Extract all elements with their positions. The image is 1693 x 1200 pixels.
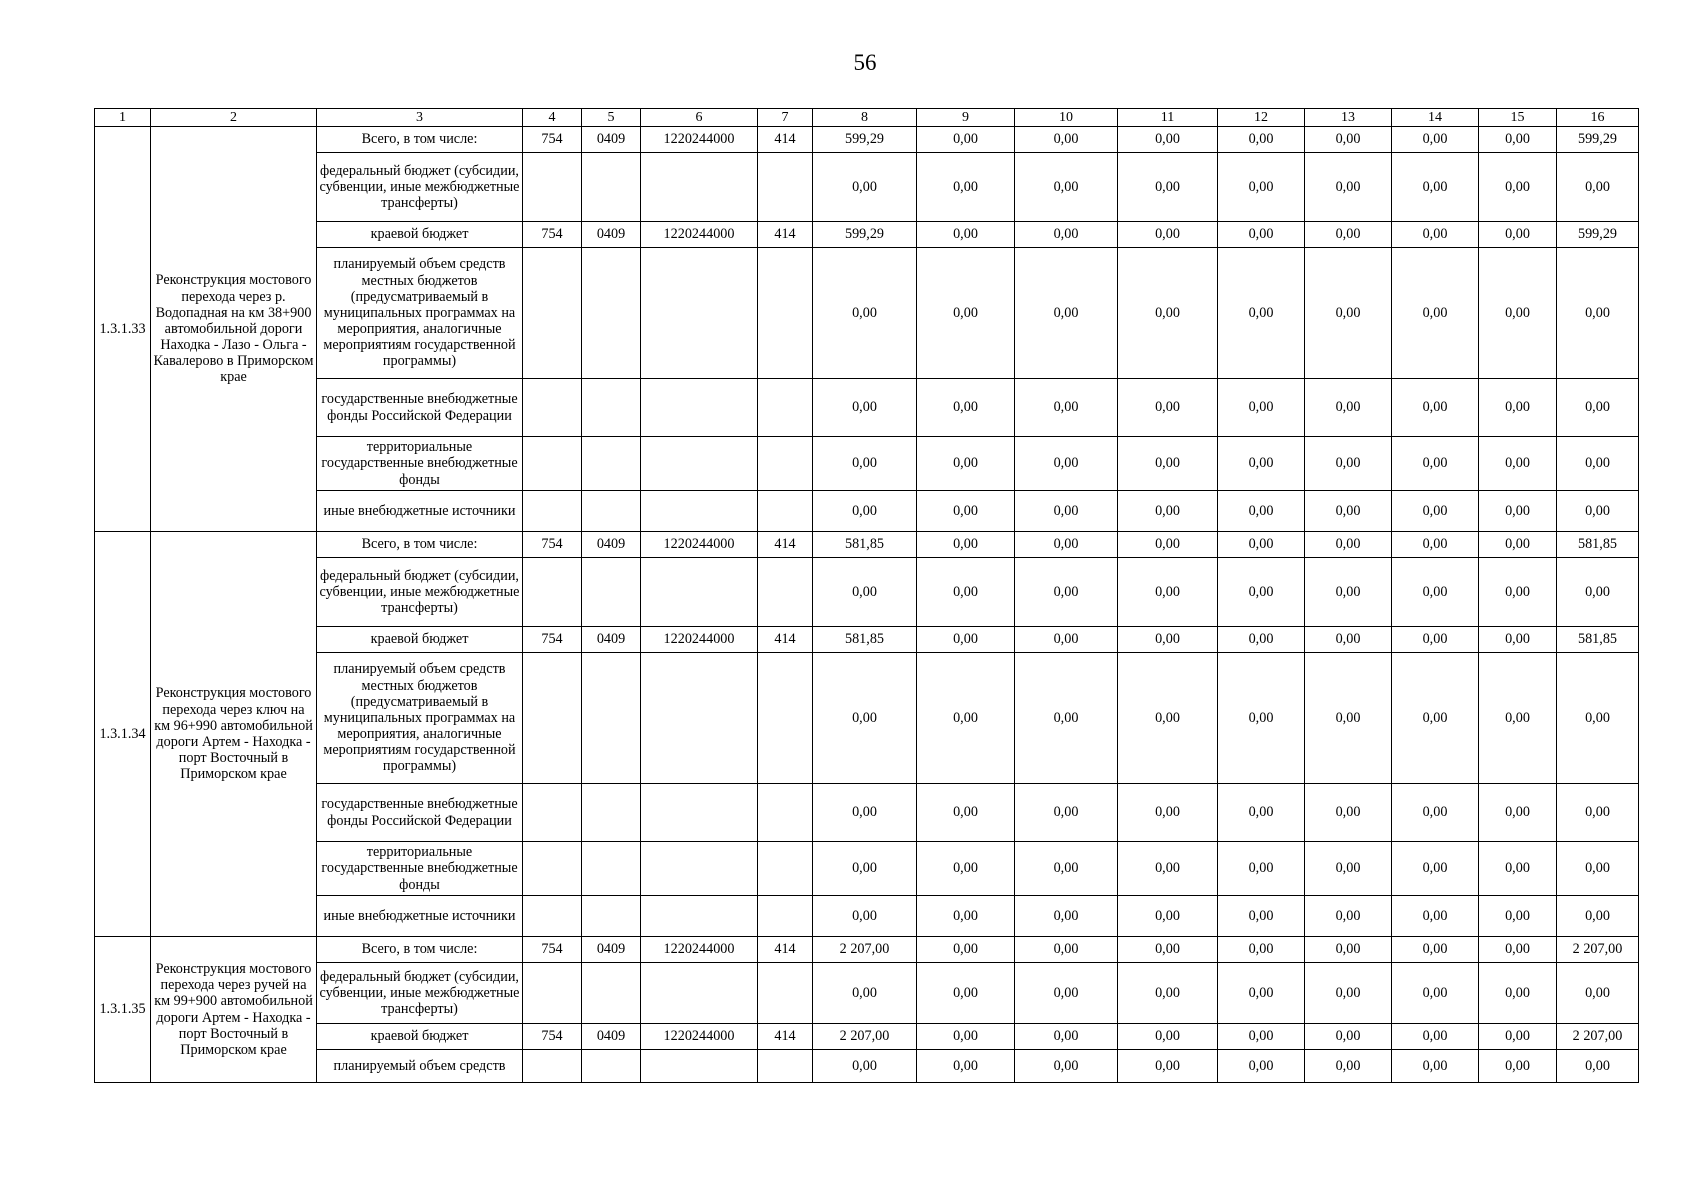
amount-cell: 0,00 xyxy=(1305,248,1392,379)
amount-cell: 0,00 xyxy=(1557,379,1639,437)
amount-cell: 0,00 xyxy=(1305,627,1392,653)
table-row xyxy=(95,963,1639,1024)
amount-cell: 2 207,00 xyxy=(1557,937,1639,963)
budget-code-c4 xyxy=(523,248,582,379)
amount-cell: 0,00 xyxy=(813,437,917,491)
amount-cell: 0,00 xyxy=(813,1050,917,1083)
amount-cell: 0,00 xyxy=(1118,153,1218,222)
budget-code-c4 xyxy=(523,558,582,627)
amount-cell: 0,00 xyxy=(1305,784,1392,842)
amount-cell: 0,00 xyxy=(813,896,917,937)
funding-source: Всего, в том числе: xyxy=(317,532,523,558)
column-header-8: 8 xyxy=(813,109,917,127)
amount-cell: 0,00 xyxy=(1392,558,1479,627)
budget-code-c4 xyxy=(523,963,582,1024)
amount-cell: 0,00 xyxy=(1305,379,1392,437)
budget-code-c7 xyxy=(758,1050,813,1083)
amount-cell: 0,00 xyxy=(1218,842,1305,896)
amount-cell: 0,00 xyxy=(1015,1024,1118,1050)
project-code: 1.3.1.33 xyxy=(95,127,151,532)
budget-code-c7 xyxy=(758,842,813,896)
amount-cell: 0,00 xyxy=(1557,963,1639,1024)
funding-source: планируемый объем средств xyxy=(317,1050,523,1083)
table-row xyxy=(95,127,1639,153)
amount-cell: 0,00 xyxy=(1015,784,1118,842)
budget-code-c5 xyxy=(582,437,641,491)
amount-cell: 0,00 xyxy=(1015,963,1118,1024)
budget-code-c5 xyxy=(582,248,641,379)
amount-cell: 0,00 xyxy=(813,653,917,784)
amount-cell: 0,00 xyxy=(813,842,917,896)
amount-cell: 0,00 xyxy=(1305,653,1392,784)
amount-cell: 0,00 xyxy=(1118,784,1218,842)
budget-code-c5 xyxy=(582,491,641,532)
amount-cell: 0,00 xyxy=(1305,491,1392,532)
funding-source: краевой бюджет xyxy=(317,627,523,653)
funding-source: федеральный бюджет (субсидии, субвенции, иные межбюджетные трансферты) xyxy=(317,558,523,627)
amount-cell: 0,00 xyxy=(1392,937,1479,963)
amount-cell: 0,00 xyxy=(1305,558,1392,627)
amount-cell: 0,00 xyxy=(1479,937,1557,963)
amount-cell: 0,00 xyxy=(917,1050,1015,1083)
funding-source: Всего, в том числе: xyxy=(317,127,523,153)
amount-cell: 0,00 xyxy=(1015,842,1118,896)
amount-cell: 0,00 xyxy=(917,937,1015,963)
budget-code-c4 xyxy=(523,153,582,222)
column-header-12: 12 xyxy=(1218,109,1305,127)
amount-cell: 581,85 xyxy=(1557,627,1639,653)
amount-cell: 0,00 xyxy=(1015,627,1118,653)
budget-code-c7: 414 xyxy=(758,627,813,653)
budget-code-c5 xyxy=(582,784,641,842)
amount-cell: 2 207,00 xyxy=(1557,1024,1639,1050)
budget-code-c5 xyxy=(582,153,641,222)
table-row xyxy=(95,379,1639,437)
budget-code-c6: 1220244000 xyxy=(641,627,758,653)
amount-cell: 0,00 xyxy=(1118,963,1218,1024)
column-header-9: 9 xyxy=(917,109,1015,127)
project-code: 1.3.1.34 xyxy=(95,532,151,937)
budget-code-c7: 414 xyxy=(758,937,813,963)
amount-cell: 0,00 xyxy=(917,153,1015,222)
amount-cell: 0,00 xyxy=(1118,937,1218,963)
amount-cell: 0,00 xyxy=(1392,963,1479,1024)
amount-cell: 581,85 xyxy=(813,627,917,653)
budget-code-c7: 414 xyxy=(758,222,813,248)
amount-cell: 0,00 xyxy=(1479,963,1557,1024)
amount-cell: 0,00 xyxy=(1479,558,1557,627)
amount-cell: 0,00 xyxy=(1218,379,1305,437)
amount-cell: 0,00 xyxy=(1218,784,1305,842)
budget-code-c6: 1220244000 xyxy=(641,937,758,963)
budget-code-c4 xyxy=(523,379,582,437)
amount-cell: 0,00 xyxy=(917,1024,1015,1050)
budget-code-c4 xyxy=(523,842,582,896)
amount-cell: 0,00 xyxy=(1015,653,1118,784)
amount-cell: 0,00 xyxy=(1557,153,1639,222)
amount-cell: 0,00 xyxy=(1218,222,1305,248)
amount-cell: 0,00 xyxy=(813,558,917,627)
amount-cell: 0,00 xyxy=(917,248,1015,379)
amount-cell: 0,00 xyxy=(1015,379,1118,437)
amount-cell: 0,00 xyxy=(1218,896,1305,937)
amount-cell: 0,00 xyxy=(1479,248,1557,379)
budget-code-c7 xyxy=(758,248,813,379)
funding-source: планируемый объем средств местных бюджетов (предусматриваемый в муниципальных программах на мероприятия, аналогичные мероприятиям государственной программы) xyxy=(317,653,523,784)
column-header-6: 6 xyxy=(641,109,758,127)
amount-cell: 0,00 xyxy=(1118,532,1218,558)
funding-source: краевой бюджет xyxy=(317,222,523,248)
amount-cell: 0,00 xyxy=(1479,627,1557,653)
amount-cell: 0,00 xyxy=(1392,222,1479,248)
amount-cell: 0,00 xyxy=(917,437,1015,491)
amount-cell: 0,00 xyxy=(813,153,917,222)
column-header-16: 16 xyxy=(1557,109,1639,127)
amount-cell: 2 207,00 xyxy=(813,937,917,963)
amount-cell: 0,00 xyxy=(1015,153,1118,222)
amount-cell: 0,00 xyxy=(917,627,1015,653)
column-header-3: 3 xyxy=(317,109,523,127)
amount-cell: 0,00 xyxy=(1479,222,1557,248)
amount-cell: 0,00 xyxy=(1479,379,1557,437)
amount-cell: 0,00 xyxy=(1015,437,1118,491)
amount-cell: 0,00 xyxy=(1118,248,1218,379)
amount-cell: 0,00 xyxy=(813,379,917,437)
amount-cell: 0,00 xyxy=(1015,532,1118,558)
budget-code-c6 xyxy=(641,248,758,379)
amount-cell: 0,00 xyxy=(1118,379,1218,437)
budget-code-c7 xyxy=(758,653,813,784)
amount-cell: 0,00 xyxy=(1218,491,1305,532)
amount-cell: 0,00 xyxy=(813,491,917,532)
amount-cell: 0,00 xyxy=(1218,1024,1305,1050)
amount-cell: 0,00 xyxy=(917,532,1015,558)
table-row xyxy=(95,784,1639,842)
budget-code-c6 xyxy=(641,1050,758,1083)
amount-cell: 0,00 xyxy=(813,248,917,379)
amount-cell: 0,00 xyxy=(1479,127,1557,153)
amount-cell: 0,00 xyxy=(1479,653,1557,784)
budget-code-c7 xyxy=(758,558,813,627)
column-header-5: 5 xyxy=(582,109,641,127)
amount-cell: 599,29 xyxy=(813,127,917,153)
amount-cell: 0,00 xyxy=(917,842,1015,896)
amount-cell: 0,00 xyxy=(1479,896,1557,937)
amount-cell: 581,85 xyxy=(1557,532,1639,558)
funding-source: краевой бюджет xyxy=(317,1024,523,1050)
budget-code-c5: 0409 xyxy=(582,937,641,963)
budget-code-c7 xyxy=(758,896,813,937)
table-row xyxy=(95,937,1639,963)
amount-cell: 0,00 xyxy=(1479,153,1557,222)
amount-cell: 0,00 xyxy=(1557,437,1639,491)
budget-code-c4: 754 xyxy=(523,222,582,248)
budget-code-c4: 754 xyxy=(523,532,582,558)
amount-cell: 0,00 xyxy=(1218,437,1305,491)
table-row xyxy=(95,842,1639,896)
budget-code-c7 xyxy=(758,784,813,842)
column-header-13: 13 xyxy=(1305,109,1392,127)
amount-cell: 0,00 xyxy=(1218,963,1305,1024)
amount-cell: 0,00 xyxy=(917,379,1015,437)
table-row xyxy=(95,248,1639,379)
budget-code-c4: 754 xyxy=(523,627,582,653)
table-row xyxy=(95,558,1639,627)
amount-cell: 0,00 xyxy=(917,784,1015,842)
column-header-7: 7 xyxy=(758,109,813,127)
amount-cell: 0,00 xyxy=(917,896,1015,937)
header-row xyxy=(95,109,1639,127)
amount-cell: 0,00 xyxy=(1015,491,1118,532)
amount-cell: 0,00 xyxy=(1557,491,1639,532)
amount-cell: 0,00 xyxy=(1118,627,1218,653)
amount-cell: 0,00 xyxy=(917,558,1015,627)
budget-code-c4: 754 xyxy=(523,1024,582,1050)
amount-cell: 0,00 xyxy=(1479,1024,1557,1050)
column-header-4: 4 xyxy=(523,109,582,127)
budget-code-c6 xyxy=(641,379,758,437)
amount-cell: 0,00 xyxy=(1118,127,1218,153)
budget-code-c7: 414 xyxy=(758,127,813,153)
table-row xyxy=(95,896,1639,937)
amount-cell: 0,00 xyxy=(917,653,1015,784)
amount-cell: 0,00 xyxy=(1305,896,1392,937)
funding-source: Всего, в том числе: xyxy=(317,937,523,963)
column-header-1: 1 xyxy=(95,109,151,127)
table-row xyxy=(95,532,1639,558)
budget-code-c5: 0409 xyxy=(582,1024,641,1050)
amount-cell: 0,00 xyxy=(1392,379,1479,437)
amount-cell: 0,00 xyxy=(917,127,1015,153)
amount-cell: 0,00 xyxy=(917,963,1015,1024)
project-name: Реконструкция мостового перехода через ключ на км 96+990 автомобильной дороги Артем - Находка - порт Восточный в Приморском крае xyxy=(151,532,317,937)
amount-cell: 0,00 xyxy=(1392,784,1479,842)
amount-cell: 0,00 xyxy=(1392,248,1479,379)
table-row xyxy=(95,437,1639,491)
amount-cell: 0,00 xyxy=(1218,248,1305,379)
amount-cell: 0,00 xyxy=(1218,153,1305,222)
amount-cell: 0,00 xyxy=(1218,127,1305,153)
amount-cell: 0,00 xyxy=(1557,558,1639,627)
amount-cell: 599,29 xyxy=(1557,222,1639,248)
amount-cell: 0,00 xyxy=(1479,491,1557,532)
amount-cell: 0,00 xyxy=(1015,937,1118,963)
amount-cell: 0,00 xyxy=(1305,153,1392,222)
funding-source: государственные внебюджетные фонды Российской Федерации xyxy=(317,784,523,842)
budget-code-c4 xyxy=(523,491,582,532)
amount-cell: 0,00 xyxy=(1218,1050,1305,1083)
amount-cell: 581,85 xyxy=(813,532,917,558)
budget-code-c6 xyxy=(641,842,758,896)
budget-code-c5 xyxy=(582,963,641,1024)
amount-cell: 0,00 xyxy=(1218,532,1305,558)
budget-code-c5: 0409 xyxy=(582,127,641,153)
budget-code-c5: 0409 xyxy=(582,627,641,653)
budget-code-c5 xyxy=(582,379,641,437)
column-header-11: 11 xyxy=(1118,109,1218,127)
amount-cell: 0,00 xyxy=(1305,1050,1392,1083)
amount-cell: 0,00 xyxy=(1557,784,1639,842)
amount-cell: 0,00 xyxy=(1118,896,1218,937)
amount-cell: 0,00 xyxy=(1392,842,1479,896)
table-row xyxy=(95,1024,1639,1050)
amount-cell: 0,00 xyxy=(813,963,917,1024)
amount-cell: 0,00 xyxy=(1479,842,1557,896)
amount-cell: 0,00 xyxy=(1305,127,1392,153)
budget-code-c4 xyxy=(523,1050,582,1083)
budget-code-c4 xyxy=(523,653,582,784)
amount-cell: 0,00 xyxy=(1557,896,1639,937)
amount-cell: 0,00 xyxy=(1218,653,1305,784)
funding-source: федеральный бюджет (субсидии, субвенции, иные межбюджетные трансферты) xyxy=(317,963,523,1024)
amount-cell: 0,00 xyxy=(1392,1024,1479,1050)
table-row xyxy=(95,1050,1639,1083)
table-row xyxy=(95,153,1639,222)
funding-source: территориальные государственные внебюджетные фонды xyxy=(317,842,523,896)
amount-cell: 0,00 xyxy=(1118,842,1218,896)
amount-cell: 0,00 xyxy=(1118,558,1218,627)
budget-code-c7 xyxy=(758,491,813,532)
budget-code-c6 xyxy=(641,653,758,784)
amount-cell: 0,00 xyxy=(1557,1050,1639,1083)
amount-cell: 0,00 xyxy=(1557,653,1639,784)
amount-cell: 0,00 xyxy=(1118,222,1218,248)
amount-cell: 0,00 xyxy=(1479,532,1557,558)
amount-cell: 0,00 xyxy=(1479,1050,1557,1083)
amount-cell: 0,00 xyxy=(1305,937,1392,963)
amount-cell: 0,00 xyxy=(1479,784,1557,842)
budget-code-c5 xyxy=(582,653,641,784)
funding-source: федеральный бюджет (субсидии, субвенции, иные межбюджетные трансферты) xyxy=(317,153,523,222)
amount-cell: 0,00 xyxy=(1015,248,1118,379)
budget-code-c6: 1220244000 xyxy=(641,222,758,248)
amount-cell: 0,00 xyxy=(1218,937,1305,963)
amount-cell: 0,00 xyxy=(1015,896,1118,937)
amount-cell: 0,00 xyxy=(1118,437,1218,491)
budget-code-c5 xyxy=(582,842,641,896)
amount-cell: 0,00 xyxy=(1392,627,1479,653)
amount-cell: 0,00 xyxy=(1557,842,1639,896)
amount-cell: 0,00 xyxy=(1392,896,1479,937)
column-header-10: 10 xyxy=(1015,109,1118,127)
budget-code-c7 xyxy=(758,153,813,222)
table-row xyxy=(95,653,1639,784)
budget-code-c6 xyxy=(641,153,758,222)
project-code: 1.3.1.35 xyxy=(95,937,151,1083)
amount-cell: 0,00 xyxy=(1118,1050,1218,1083)
budget-code-c7 xyxy=(758,963,813,1024)
amount-cell: 0,00 xyxy=(813,784,917,842)
budget-code-c4 xyxy=(523,784,582,842)
amount-cell: 0,00 xyxy=(1305,437,1392,491)
budget-code-c7: 414 xyxy=(758,532,813,558)
budget-code-c6 xyxy=(641,784,758,842)
budget-code-c6: 1220244000 xyxy=(641,1024,758,1050)
budget-code-c6 xyxy=(641,558,758,627)
amount-cell: 0,00 xyxy=(1392,437,1479,491)
amount-cell: 0,00 xyxy=(1392,653,1479,784)
budget-code-c6 xyxy=(641,963,758,1024)
column-header-15: 15 xyxy=(1479,109,1557,127)
table-row xyxy=(95,222,1639,248)
amount-cell: 0,00 xyxy=(1392,1050,1479,1083)
budget-code-c5 xyxy=(582,558,641,627)
funding-source: планируемый объем средств местных бюджетов (предусматриваемый в муниципальных программах на мероприятия, аналогичные мероприятиям государственной программы) xyxy=(317,248,523,379)
amount-cell: 0,00 xyxy=(1015,127,1118,153)
funding-source: иные внебюджетные источники xyxy=(317,491,523,532)
budget-code-c7: 414 xyxy=(758,1024,813,1050)
amount-cell: 0,00 xyxy=(1557,248,1639,379)
amount-cell: 0,00 xyxy=(1392,153,1479,222)
amount-cell: 0,00 xyxy=(1218,627,1305,653)
amount-cell: 0,00 xyxy=(1392,491,1479,532)
funding-source: государственные внебюджетные фонды Российской Федерации xyxy=(317,379,523,437)
budget-code-c4: 754 xyxy=(523,937,582,963)
amount-cell: 0,00 xyxy=(1118,491,1218,532)
page-number: 56 xyxy=(853,50,877,75)
budget-code-c6: 1220244000 xyxy=(641,532,758,558)
funding-source: территориальные государственные внебюджетные фонды xyxy=(317,437,523,491)
amount-cell: 0,00 xyxy=(1479,437,1557,491)
budget-code-c4: 754 xyxy=(523,127,582,153)
amount-cell: 0,00 xyxy=(1392,127,1479,153)
amount-cell: 0,00 xyxy=(1305,963,1392,1024)
funding-source: иные внебюджетные источники xyxy=(317,896,523,937)
amount-cell: 2 207,00 xyxy=(813,1024,917,1050)
amount-cell: 599,29 xyxy=(1557,127,1639,153)
budget-code-c7 xyxy=(758,437,813,491)
budget-code-c6 xyxy=(641,491,758,532)
budget-code-c7 xyxy=(758,379,813,437)
amount-cell: 0,00 xyxy=(1305,1024,1392,1050)
amount-cell: 0,00 xyxy=(1015,222,1118,248)
budget-code-c4 xyxy=(523,896,582,937)
budget-code-c6: 1220244000 xyxy=(641,127,758,153)
budget-code-c5: 0409 xyxy=(582,532,641,558)
budget-table xyxy=(94,108,1639,1083)
amount-cell: 0,00 xyxy=(1015,1050,1118,1083)
amount-cell: 0,00 xyxy=(1118,1024,1218,1050)
table-row xyxy=(95,491,1639,532)
amount-cell: 0,00 xyxy=(917,491,1015,532)
amount-cell: 0,00 xyxy=(1305,222,1392,248)
amount-cell: 0,00 xyxy=(1305,532,1392,558)
column-header-14: 14 xyxy=(1392,109,1479,127)
table-row xyxy=(95,627,1639,653)
amount-cell: 0,00 xyxy=(1305,842,1392,896)
amount-cell: 0,00 xyxy=(1015,558,1118,627)
project-name: Реконструкция мостового перехода через р. Водопадная на км 38+900 автомобильной дороги Находка - Лазо - Ольга - Кавалерово в Приморском крае xyxy=(151,127,317,532)
project-name: Реконструкция мостового перехода через ручей на км 99+900 автомобильной дороги Артем - Находка - порт Восточный в Приморском крае xyxy=(151,937,317,1083)
budget-code-c6 xyxy=(641,437,758,491)
budget-code-c6 xyxy=(641,896,758,937)
column-header-2: 2 xyxy=(151,109,317,127)
amount-cell: 0,00 xyxy=(1392,532,1479,558)
amount-cell: 0,00 xyxy=(1218,558,1305,627)
budget-code-c4 xyxy=(523,437,582,491)
amount-cell: 0,00 xyxy=(1118,653,1218,784)
budget-code-c5 xyxy=(582,896,641,937)
budget-code-c5: 0409 xyxy=(582,222,641,248)
budget-code-c5 xyxy=(582,1050,641,1083)
amount-cell: 0,00 xyxy=(917,222,1015,248)
amount-cell: 599,29 xyxy=(813,222,917,248)
